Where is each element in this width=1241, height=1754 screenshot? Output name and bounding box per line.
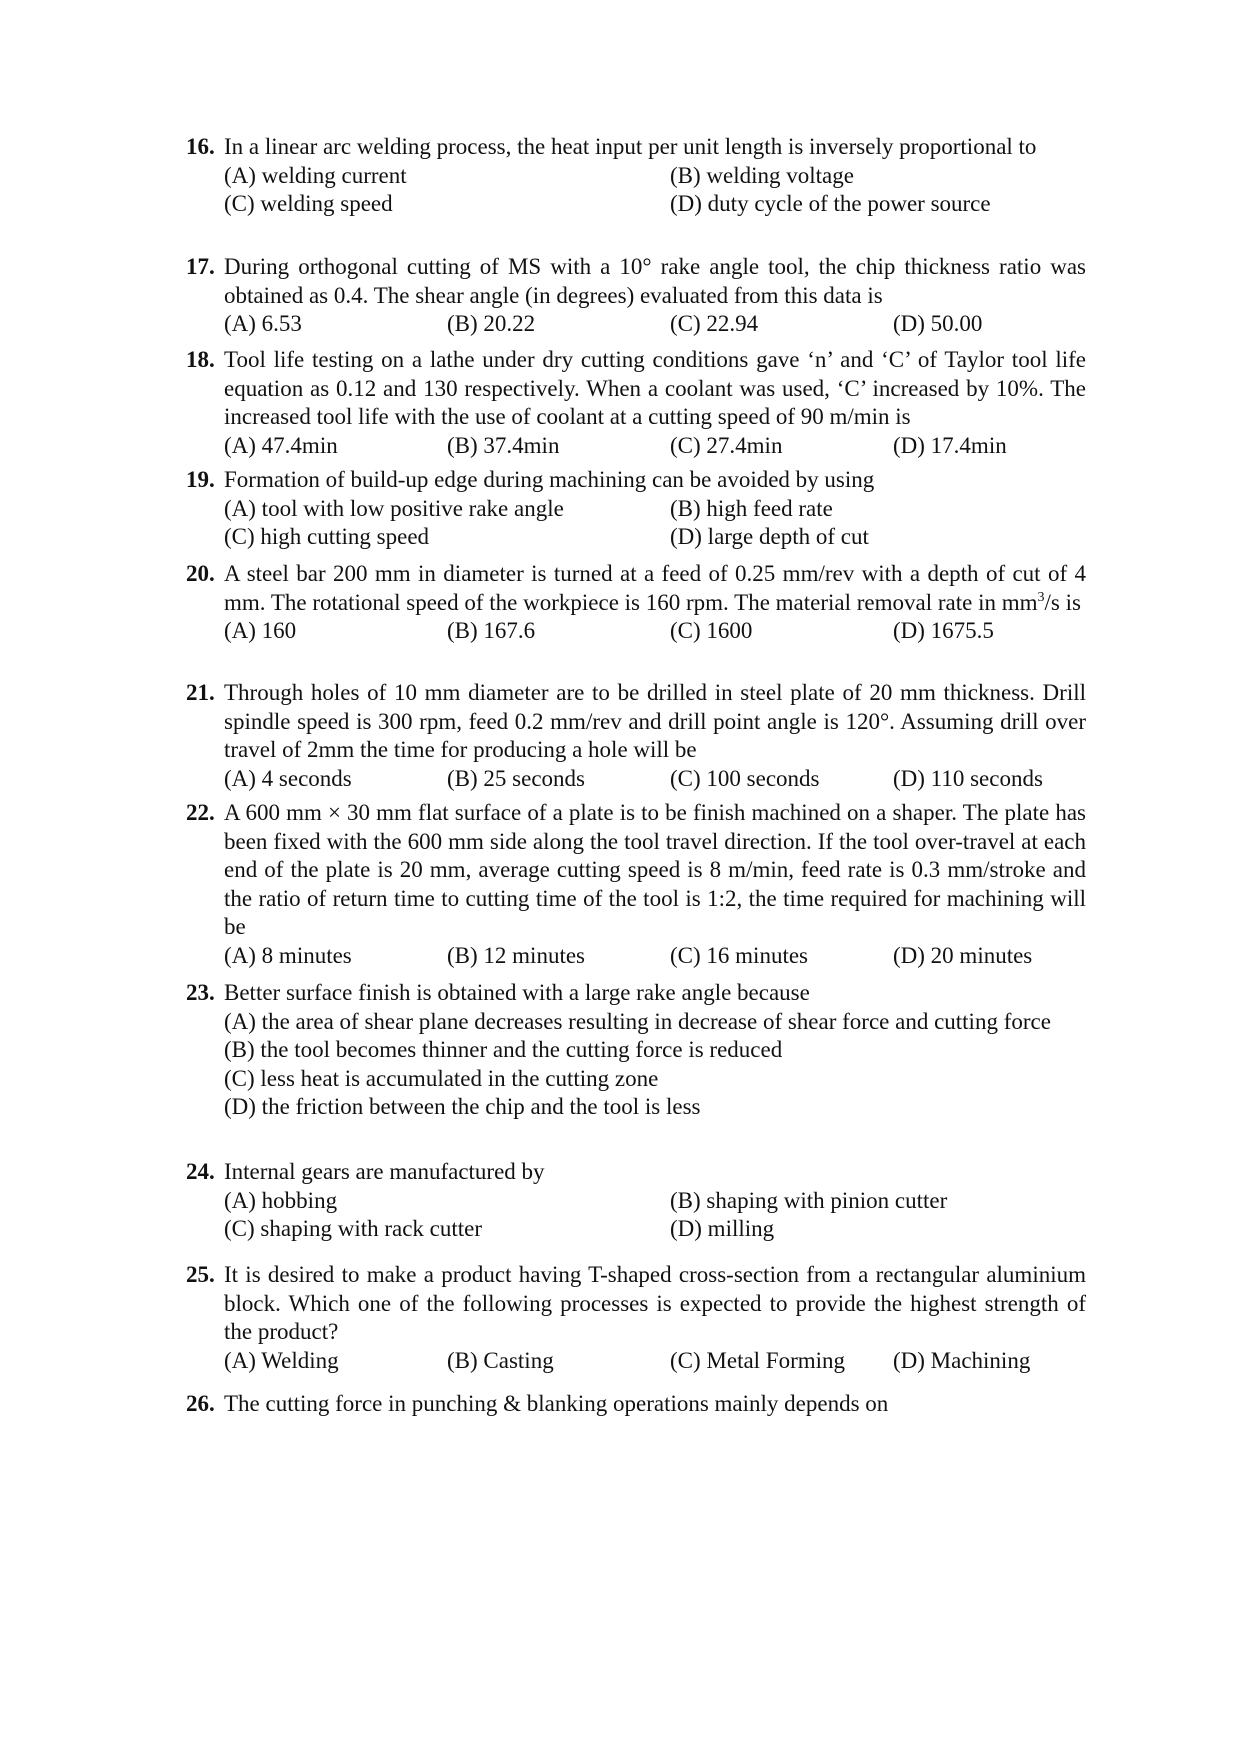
question-number: 22.	[186, 800, 215, 825]
option-c: (C) high cutting speed	[224, 524, 430, 549]
question-text: It is desired to make a product having T-shaped cross-section from a rectangular aluminium block. Which one of the following processes is expected to provide the highest strength of the product?	[224, 1262, 1086, 1344]
options	[224, 942, 1086, 971]
option-a: (A) the area of shear plane decreases resulting in decrease of shear force and cutting force	[224, 1008, 1051, 1034]
question-stem	[186, 679, 1086, 765]
option-a: (A) 8 minutes	[224, 942, 352, 968]
option-d: (D) duty cycle of the power source	[670, 191, 991, 216]
option-a: (A) 160	[224, 618, 297, 643]
option-c: (C) 16 minutes	[670, 942, 808, 968]
option-c: (C) Metal Forming	[670, 1347, 846, 1373]
question-stem	[186, 1390, 1086, 1419]
question-stem	[186, 799, 1086, 942]
option-d: (D) Machining	[893, 1347, 1031, 1373]
option-b: (B) 20.22	[447, 311, 536, 336]
question-25	[186, 1261, 1086, 1375]
option-c: (C) 27.4min	[670, 432, 783, 458]
question-stem	[186, 1261, 1086, 1347]
question-text: Better surface finish is obtained with a large rake angle because	[224, 980, 810, 1005]
question-26	[186, 1390, 1086, 1419]
option-d: (D) the friction between the chip and the tool is less	[224, 1094, 701, 1119]
question-20	[186, 560, 1086, 646]
question-stem	[186, 253, 1086, 310]
option-c: (C) 22.94	[670, 311, 759, 336]
question-stem	[186, 560, 1086, 617]
question-21	[186, 679, 1086, 793]
option-a: (A) 6.53	[224, 311, 302, 336]
question-19	[186, 466, 1086, 552]
question-text: In a linear arc welding process, the heat input per unit length is inversely proportional to	[224, 134, 1037, 159]
option-a: (A) hobbing	[224, 1187, 338, 1213]
option-b: (B) 167.6	[447, 618, 536, 643]
option-a: (A) welding current	[224, 162, 407, 188]
option-d: (D) 110 seconds	[893, 765, 1043, 791]
option-d: (D) 1675.5	[893, 618, 994, 643]
question-stem	[186, 979, 1086, 1008]
question-text: The cutting force in punching & blanking operations mainly depends on	[224, 1391, 889, 1416]
option-a: (A) 4 seconds	[224, 765, 352, 791]
question-number: 17.	[186, 254, 215, 279]
option-d: (D) milling	[670, 1216, 775, 1241]
option-b: (B) the tool becomes thinner and the cutting force is reduced	[224, 1037, 783, 1062]
question-number: 24.	[186, 1159, 215, 1184]
options	[224, 162, 1086, 219]
question-text: Tool life testing on a lathe under dry cutting conditions gave ‘n’ and ‘C’ of Taylor tool life equation as 0.12 and 130 respectively. When a coolant was used, ‘C’ increased by 10%. The increased tool life with the use of coolant at a cutting speed of 90 m/min is	[224, 347, 1086, 429]
option-d: (D) large depth of cut	[670, 524, 869, 549]
options	[224, 432, 1086, 461]
question-number: 23.	[186, 980, 215, 1005]
superscript: 3	[1037, 589, 1045, 605]
option-c: (C) 1600	[670, 618, 753, 643]
option-d: (D) 20 minutes	[893, 942, 1033, 968]
question-stem	[186, 1158, 1086, 1187]
option-c: (C) shaping with rack cutter	[224, 1216, 483, 1241]
options	[224, 765, 1086, 794]
question-text: A 600 mm × 30 mm flat surface of a plate is to be finish machined on a shaper. The plate has been fixed with the 600 mm side along the tool travel direction. If the tool over-travel at each end of the plate is 20 mm, average cutting speed is 8 m/min, feed rate is 0.3 mm/stroke and the ratio of return time to cutting time of the tool is 1:2, the time required for machining will be	[224, 800, 1086, 939]
options	[224, 617, 1086, 646]
options	[224, 495, 1086, 552]
question-23	[186, 979, 1086, 1122]
option-a: (A) Welding	[224, 1347, 339, 1373]
question-number: 20.	[186, 561, 215, 586]
question-18	[186, 346, 1086, 460]
options	[224, 1347, 1086, 1376]
question-text: Formation of build-up edge during machining can be avoided by using	[224, 467, 875, 492]
question-17	[186, 253, 1086, 339]
question-16	[186, 133, 1086, 219]
question-number: 21.	[186, 680, 215, 705]
option-b: (B) welding voltage	[670, 162, 854, 188]
question-stem	[186, 133, 1086, 162]
question-number: 19.	[186, 467, 215, 492]
option-c: (C) 100 seconds	[670, 765, 820, 791]
option-b: (B) 12 minutes	[447, 942, 585, 968]
question-number: 16.	[186, 134, 215, 159]
question-stem	[186, 346, 1086, 432]
question-22	[186, 799, 1086, 970]
question-stem	[186, 466, 1086, 495]
option-c: (C) less heat is accumulated in the cutting zone	[224, 1065, 659, 1091]
option-b: (B) 25 seconds	[447, 765, 585, 791]
option-b: (B) high feed rate	[670, 495, 833, 521]
options	[224, 1187, 1086, 1244]
option-c: (C) welding speed	[224, 191, 393, 216]
options	[224, 310, 1086, 339]
question-number: 25.	[186, 1262, 215, 1287]
question-number: 18.	[186, 347, 215, 372]
option-b: (B) 37.4min	[447, 432, 560, 458]
question-text: During orthogonal cutting of MS with a 10° rake angle tool, the chip thickness ratio was obtained as 0.4. The shear angle (in degrees) evaluated from this data is	[224, 254, 1086, 308]
option-b: (B) shaping with pinion cutter	[670, 1187, 948, 1213]
question-text: Internal gears are manufactured by	[224, 1159, 545, 1184]
question-24	[186, 1158, 1086, 1244]
question-text: Through holes of 10 mm diameter are to be drilled in steel plate of 20 mm thickness. Drill spindle speed is 300 rpm, feed 0.2 mm/rev and drill point angle is 120°. Assuming drill over travel of 2mm the time for producing a hole will be	[224, 680, 1086, 762]
option-a: (A) tool with low positive rake angle	[224, 495, 564, 521]
option-a: (A) 47.4min	[224, 432, 338, 458]
option-d: (D) 17.4min	[893, 432, 1007, 458]
options	[224, 1008, 1086, 1122]
option-d: (D) 50.00	[893, 311, 983, 336]
question-number: 26.	[186, 1391, 215, 1416]
question-text: A steel bar 200 mm in diameter is turned at a feed of 0.25 mm/rev with a depth of cut of 4 mm. The rotational speed of the workpiece is 160 rpm. The material removal rate in $mm^3/s$ is	[224, 561, 1086, 615]
option-b: (B) Casting	[447, 1347, 554, 1373]
